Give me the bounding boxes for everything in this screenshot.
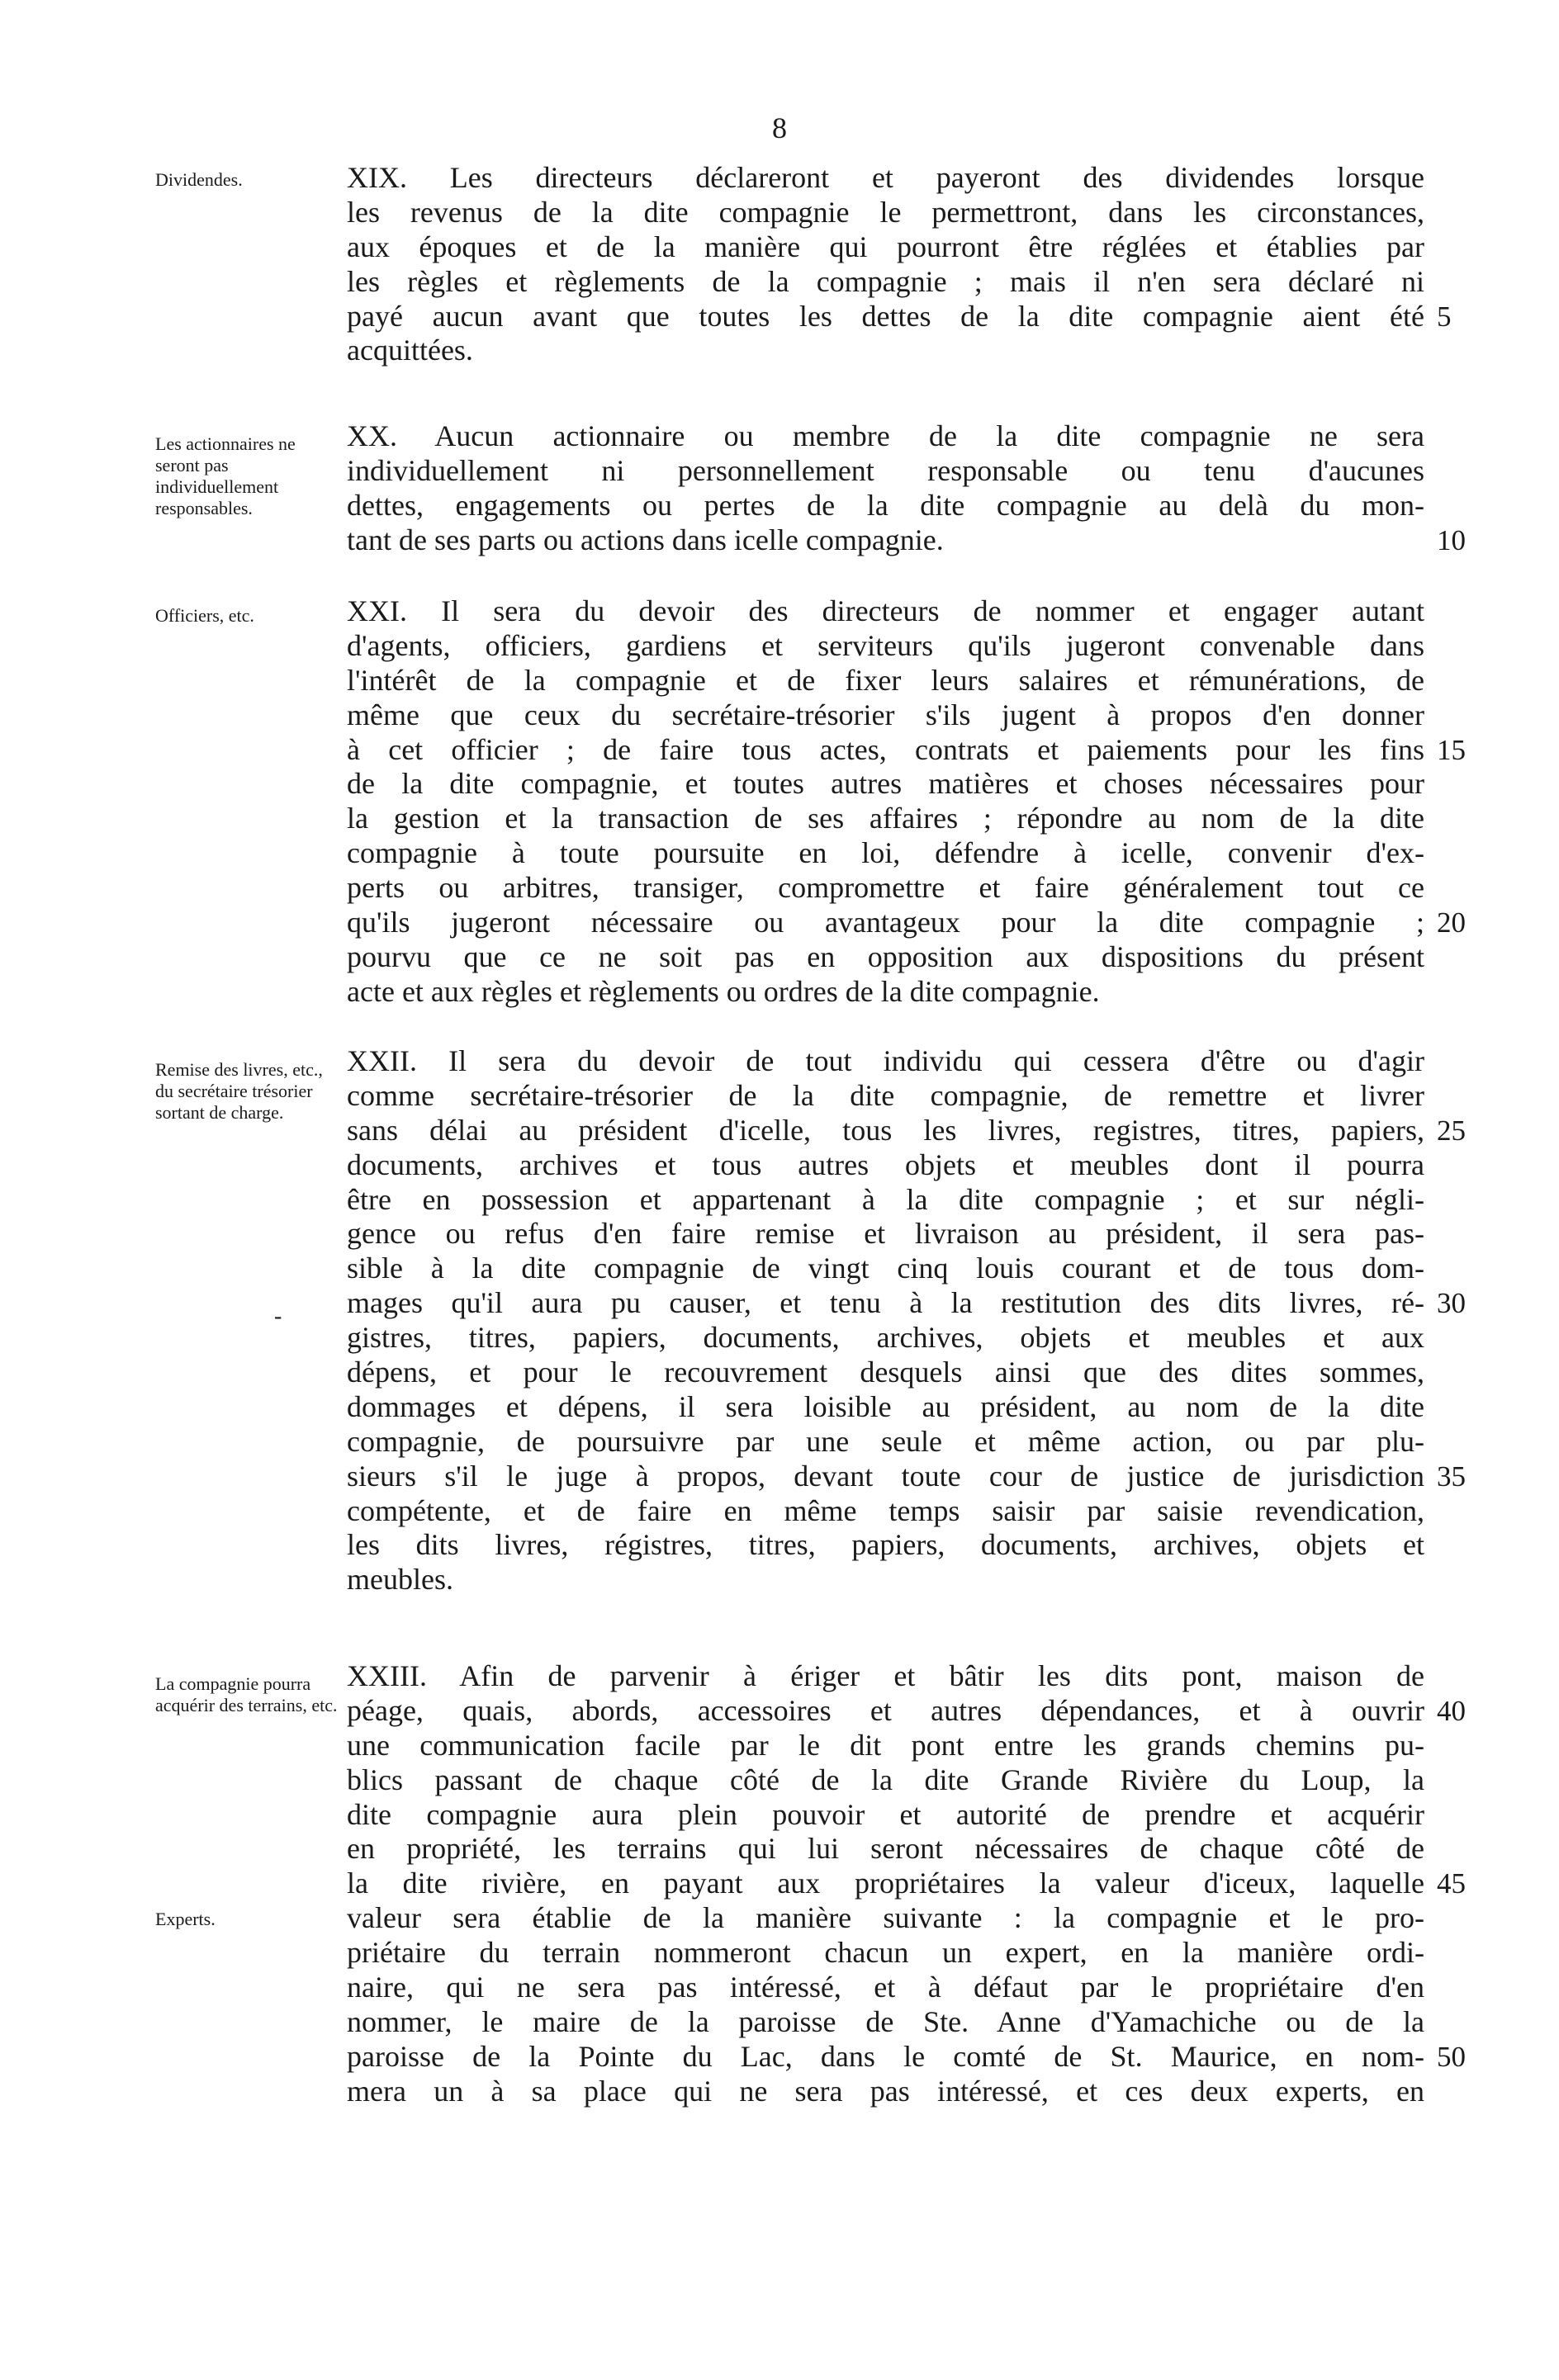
text-line: sans délai au président d'icelle, tous les livres, registres, titres, papiers, 25 [347,1113,1466,1147]
margin-note-remise-des-livres: Remise des livres, etc., du secrétaire trésorier sortant de charge. [155,1059,323,1123]
text-line: sible à la dite compagnie de vingt cinq louis courant et de tous dom- [347,1252,1424,1285]
text-line: dépens, et pour le recouvrement desquels ainsi que des dites sommes, [347,1356,1424,1389]
article-xxii [347,1044,1466,1597]
text-line: de la dite compagnie, et toutes autres matières et choses nécessaires pour [347,767,1424,801]
text-line: gence ou refus d'en faire remise et livraison au président, il sera pas- [347,1217,1424,1251]
page-number: 8 [772,111,787,144]
text-line: naire, qui ne sera pas intéressé, et à défaut par le propriétaire d'en [347,1971,1424,2004]
text-line: compagnie à toute poursuite en loi, défendre à icelle, convenir d'ex- [347,836,1424,870]
text-line: XXI. Il sera du devoir des directeurs de nommer et engager autant [347,594,1424,627]
text-line: meubles. [347,1563,453,1597]
text-line: péage, quais, abords, accessoires et autres dépendances, et à ouvrir 40 [347,1693,1466,1727]
text-line: compétente, et de faire en même temps saisir par saisie revendication, [347,1493,1424,1527]
text-line: priétaire du terrain nommeront chacun un expert, en la manière ordi- [347,1936,1424,1970]
article-xx [347,419,1466,558]
text-line: individuellement ni personnellement responsable ou tenu d'aucunes [347,453,1424,487]
text-line: payé aucun avant que toutes les dettes de la dite compagnie aient été 5 [347,299,1452,333]
text-line: dite compagnie aura plein pouvoir et autorité de prendre et acquérir [347,1797,1424,1831]
text-line: la gestion et la transaction de ses affaires ; répondre au nom de la dite [347,802,1424,835]
text-line: nommer, le maire de la paroisse de Ste. Anne d'Yamachiche ou de la [347,2004,1424,2038]
text-line: XXIII. Afin de parvenir à ériger et bâtir les dits pont, maison de [347,1659,1424,1692]
text-line: l'intérêt de la compagnie et de fixer leurs salaires et rémunérations, de [347,663,1424,697]
text-line: XIX. Les directeurs déclareront et payeront des dividendes lorsque [347,161,1424,194]
text-line: dettes, engagements ou pertes de la dite compagnie au delà du mon- [347,488,1424,522]
text-line: qu'ils jugeront nécessaire ou avantageux pour la dite compagnie ; 20 [347,906,1466,939]
text-line: mera un à sa place qui ne sera pas intéressé, et ces deux experts, en [347,2074,1424,2108]
text-line: pourvu que ce ne soit pas en opposition aux dispositions du présent [347,939,1424,973]
text-line: acquittées. [347,334,473,367]
text-line: gistres, titres, papiers, documents, archives, objets et meubles et aux [347,1321,1424,1355]
text-line: tant de ses parts ou actions dans icelle compagnie. 10 [347,523,1466,556]
text-line: paroisse de la Pointe du Lac, dans le comté de St. Maurice, en nom- 50 [347,2039,1466,2073]
article-xxiii [347,1659,1466,2109]
margin-note-dividendes: Dividendes. [155,169,243,190]
text-line: documents, archives et tous autres objets et meubles dont il pourra [347,1147,1424,1181]
text-line: une communication facile par le dit pont entre les grands chemins pu- [347,1728,1424,1762]
text-line: les dits livres, régistres, titres, papiers, documents, archives, objets et [347,1528,1424,1562]
text-line: valeur sera établie de la manière suivante : la compagnie et le pro- [347,1901,1424,1935]
text-line: blics passant de chaque côté de la dite Grande Rivière du Loup, la [347,1763,1424,1796]
text-line: XX. Aucun actionnaire ou membre de la dite compagnie ne sera [347,419,1424,452]
text-line: acte et aux règles et règlements ou ordres de la dite compagnie. [347,974,1100,1008]
article-xxi [347,594,1466,1010]
margin-note-officiers: Officiers, etc. [155,605,254,626]
margin-note-actionnaires: Les actionnaires ne seront pas individuellement responsables. [155,433,296,518]
text-line: même que ceux du secrétaire-trésorier s'ils jugent à propos d'en donner [347,698,1424,731]
text-line: les règles et règlements de la compagnie ; mais il n'en sera déclaré ni [347,264,1424,298]
text-line: mages qu'il aura pu causer, et tenu à la restitution des dits livres, ré- 30 [347,1286,1466,1320]
text-line: perts ou arbitres, transiger, compromettre et faire généralement tout ce [347,871,1424,905]
text-line: aux époques et de la manière qui pourront être réglées et établies par [347,229,1424,263]
text-line: la dite rivière, en payant aux propriétaires la valeur d'iceux, laquelle 45 [347,1867,1466,1900]
text-line: XXII. Il sera du devoir de tout individu qui cessera d'être ou d'agir [347,1044,1424,1077]
text-line: comme secrétaire-trésorier de la dite compagnie, de remettre et livrer [347,1078,1424,1112]
text-line: sieurs s'il le juge à propos, devant toute cour de justice de jurisdiction 35 [347,1459,1466,1493]
article-xix [347,161,1452,368]
text-line: compagnie, de poursuivre par une seule et même action, ou par plu- [347,1424,1424,1458]
text-line: à cet officier ; de faire tous actes, contrats et paiements pour les fins 15 [347,732,1466,766]
text-line: les revenus de la dite compagnie le permettront, dans les circonstances, [347,195,1424,229]
text-line: d'agents, officiers, gardiens et serviteurs qu'ils jugeront convenable dans [347,628,1424,662]
text-line: dommages et dépens, il sera loisible au président, au nom de la dite [347,1389,1424,1423]
text-line: être en possession et appartenant à la dite compagnie ; et sur négli- [347,1182,1424,1216]
margin-note-compagnie-terrains: La compagnie pourra acquérir des terrains, etc. [155,1673,338,1715]
text-line: en propriété, les terrains qui lui seront nécessaires de chaque côté de [347,1832,1424,1866]
margin-note-experts: Experts. [155,1909,216,1929]
margin-dash-mark: - [274,1304,282,1329]
